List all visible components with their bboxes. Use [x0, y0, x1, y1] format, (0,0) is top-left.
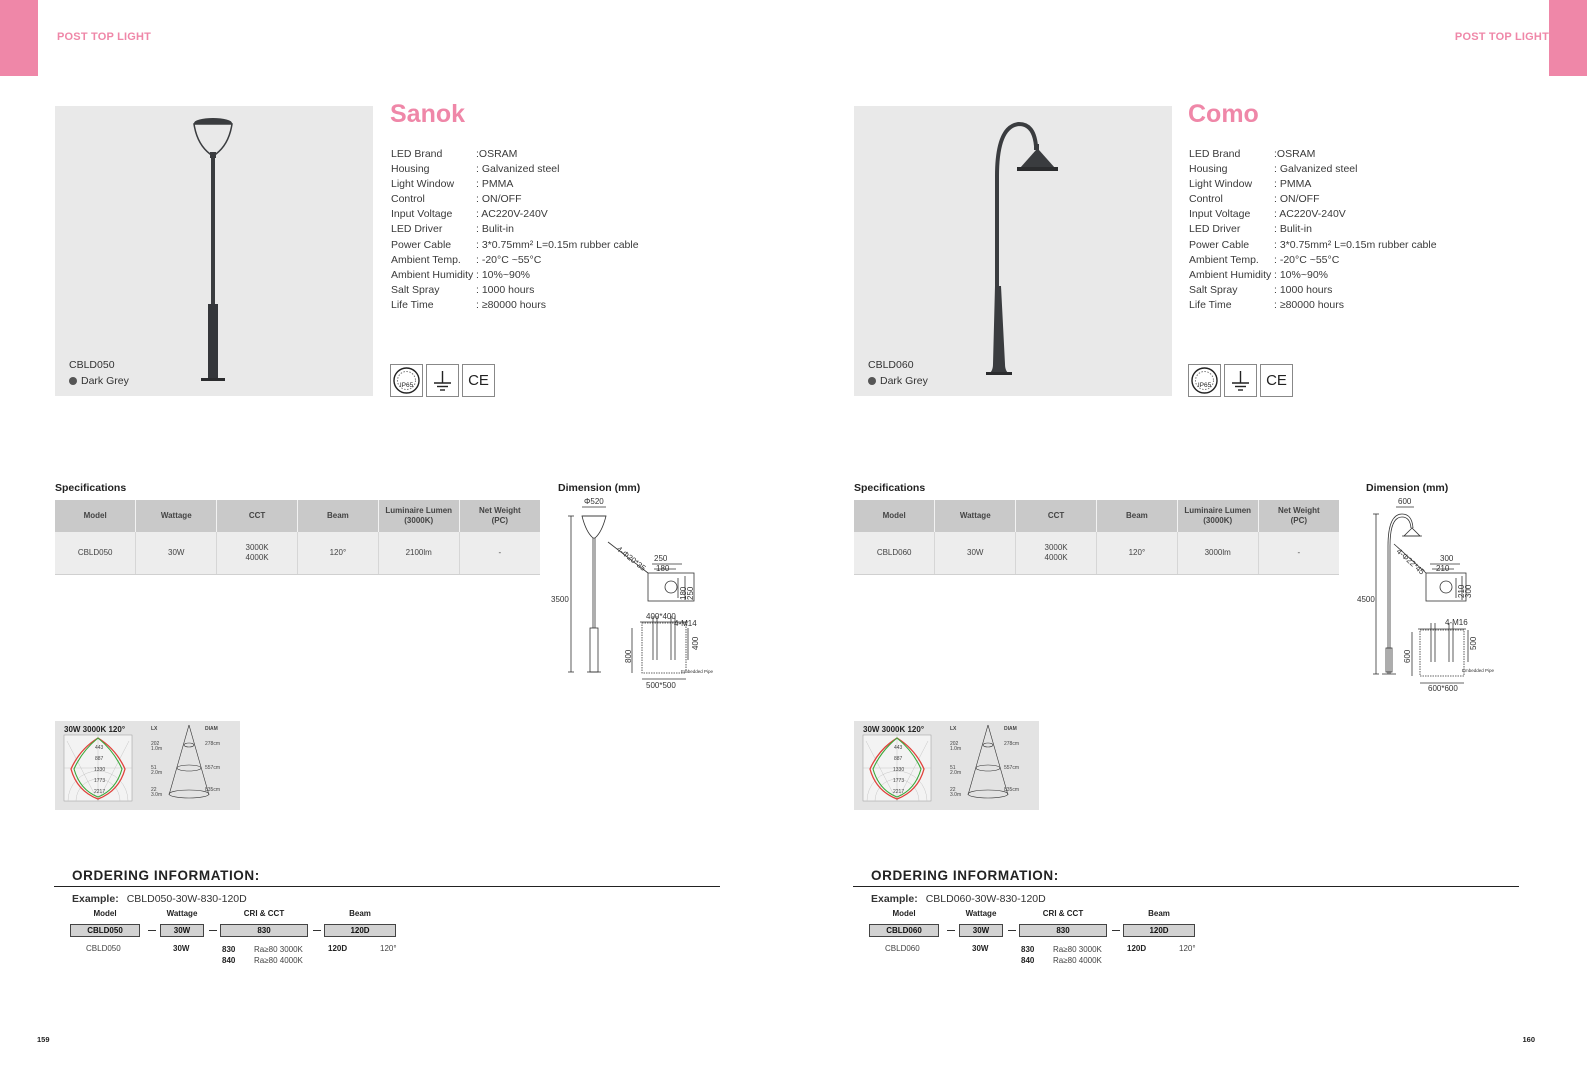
- spec-key: Ambient Temp.: [391, 253, 461, 266]
- spec-key: Light Window: [391, 178, 455, 191]
- dimension-drawing: [550, 498, 730, 698]
- specifications-title: Specifications: [854, 482, 926, 494]
- specifications-title: Specifications: [55, 482, 127, 494]
- spec-value: : Bulit-in: [476, 223, 514, 236]
- table-header: Luminaire Lumen (3000K): [378, 500, 459, 532]
- section-label: POST TOP LIGHT: [1454, 31, 1549, 43]
- example-label: Example:: [72, 893, 119, 905]
- table-cell: 3000K 4000K: [217, 532, 298, 574]
- dim-label-base-top: 400*400: [646, 612, 676, 621]
- order-header-model: Model: [892, 909, 916, 918]
- spec-value: :OSRAM: [1274, 148, 1316, 160]
- table-row: [854, 532, 1339, 574]
- spec-row: [1189, 268, 1437, 283]
- ip65-label: IP65: [1197, 382, 1212, 389]
- order-header-model: Model: [93, 909, 117, 918]
- lx-header: LX: [151, 726, 158, 732]
- table-header: Luminaire Lumen (3000K): [1177, 500, 1258, 532]
- order-value-cri-code: 830: [1021, 945, 1035, 954]
- polar-value: 1773: [94, 778, 106, 784]
- order-header-cri: CRI & CCT: [1042, 909, 1084, 918]
- diam-value: 557cm: [205, 765, 221, 771]
- photometric-panel: [854, 721, 1039, 810]
- polar-value: 1773: [893, 778, 905, 784]
- order-header-beam: Beam: [349, 909, 371, 918]
- dim-label-bolt-length: 500: [1469, 636, 1478, 650]
- spec-key: LED Brand: [391, 148, 443, 160]
- table-cell: 3000lm: [1177, 532, 1258, 574]
- spec-value: : 1000 hours: [1274, 283, 1333, 296]
- spec-row: [391, 283, 639, 298]
- photometric-diagram: [854, 721, 1039, 810]
- dim-label-plate-side-outer: 250: [686, 586, 695, 600]
- order-box-beam: 120D: [324, 924, 396, 937]
- diam-value: 278cm: [205, 741, 221, 747]
- order-box-cri: 830: [1019, 924, 1107, 937]
- table-cell: 30W: [935, 532, 1016, 574]
- spec-value: : AC220V-240V: [1274, 208, 1346, 221]
- order-header-wattage: Wattage: [965, 909, 997, 918]
- spec-row: [391, 238, 639, 253]
- catalog-page-sanok: [0, 0, 793, 1077]
- polar-value: 1330: [94, 767, 106, 773]
- table-cell: 120°: [297, 532, 378, 574]
- color-label: Dark Grey: [81, 375, 129, 387]
- spec-row: [391, 147, 639, 162]
- distance-value: 1.0m: [151, 746, 163, 752]
- page-number: 160: [1522, 1035, 1535, 1044]
- ordering-grid: [70, 909, 410, 969]
- spec-row: [1189, 298, 1437, 313]
- certification-icons: [1188, 364, 1293, 397]
- spec-value: : ON/OFF: [476, 193, 522, 206]
- spec-row: [1189, 177, 1437, 192]
- spec-key: Ambient Humidity: [1189, 268, 1272, 281]
- dim-label-plate-outer: 250: [654, 554, 668, 563]
- table-cell: -: [1258, 532, 1339, 574]
- lx-value: 202: [950, 741, 959, 747]
- dim-label-plate-outer: 300: [1440, 554, 1454, 563]
- specifications-table: [854, 500, 1339, 575]
- spec-key: Ambient Humidity: [391, 268, 474, 281]
- product-photo: [55, 106, 373, 396]
- table-cell: -: [459, 532, 540, 574]
- ce-mark-icon: CE: [1260, 364, 1293, 397]
- polar-value: 887: [894, 756, 903, 762]
- dim-label-arm: 4-Φ22*45: [1394, 546, 1427, 577]
- dimension-title: Dimension (mm): [1366, 482, 1449, 494]
- catalog-page-como: [794, 0, 1587, 1077]
- spec-key: Housing: [1189, 163, 1228, 176]
- product-photo: [854, 106, 1172, 396]
- spec-key: Life Time: [391, 298, 434, 311]
- spec-key: Control: [1189, 193, 1223, 206]
- spec-value: : Bulit-in: [1274, 223, 1312, 236]
- post-profile-drawing: [1373, 507, 1468, 683]
- spec-value: : Galvanized steel: [1274, 163, 1358, 176]
- table-cell: 3000K 4000K: [1016, 532, 1097, 574]
- lx-value: 202: [151, 741, 160, 747]
- dimension-title: Dimension (mm): [558, 482, 641, 494]
- polar-value: 443: [894, 745, 903, 751]
- table-cell: 2100lm: [378, 532, 459, 574]
- spec-key: Power Cable: [1189, 238, 1250, 251]
- spec-key: Salt Spray: [1189, 283, 1238, 296]
- spec-key: Salt Spray: [391, 283, 440, 296]
- post-top-light-icon: [854, 106, 1172, 396]
- spec-value: : Galvanized steel: [476, 163, 560, 176]
- table-header-row: [854, 500, 1339, 532]
- spec-value: : ≥80000 hours: [1274, 298, 1344, 311]
- order-separator: [947, 930, 955, 931]
- spec-row: [391, 177, 639, 192]
- table-cell: CBLD050: [55, 532, 136, 574]
- spec-value: : 10%~90%: [476, 268, 530, 281]
- table-header: Beam: [297, 500, 378, 532]
- dim-label-base-bottom: 600*600: [1428, 684, 1458, 693]
- spec-key: LED Driver: [391, 223, 443, 236]
- ip65-icon: [1188, 364, 1221, 397]
- product-color: [69, 375, 129, 387]
- ordering-example: [871, 893, 1046, 905]
- table-header: Beam: [1096, 500, 1177, 532]
- ordering-divider: [54, 886, 720, 887]
- spec-key: Power Cable: [391, 238, 452, 251]
- spec-value: : 3*0.75mm² L=0.15m rubber cable: [476, 238, 639, 251]
- order-value-wattage: 30W: [173, 944, 190, 953]
- ip65-icon: [390, 364, 423, 397]
- order-value-beam-desc: 120°: [380, 944, 397, 953]
- photometric-panel: [55, 721, 240, 810]
- section-label: POST TOP LIGHT: [57, 31, 152, 43]
- photometric-label: 30W 3000K 120°: [863, 725, 925, 734]
- section-tab: [1549, 0, 1587, 76]
- color-swatch: [69, 377, 77, 385]
- dim-label-depth: 600: [1403, 649, 1412, 663]
- spec-row: [1189, 207, 1437, 222]
- order-box-wattage: 30W: [160, 924, 204, 937]
- spec-value: : -20°C ~55°C: [476, 253, 542, 266]
- order-value-cri-desc: Ra≥80 4000K: [254, 956, 303, 965]
- table-header: Wattage: [935, 500, 1016, 532]
- spec-row: [391, 268, 639, 283]
- order-value-cri-desc: Ra≥80 3000K: [254, 945, 303, 954]
- order-separator: [1008, 930, 1016, 931]
- dim-label-plate-side-inner: 210: [1457, 584, 1466, 598]
- distance-value: 1.0m: [950, 746, 962, 752]
- spec-key: Ambient Temp.: [1189, 253, 1259, 266]
- dim-label-arm: 4-Φ20*35: [614, 544, 648, 573]
- photometric-diagram: [55, 721, 240, 810]
- order-value-cri-desc: Ra≥80 4000K: [1053, 956, 1102, 965]
- dim-label-pipe: Embedded Pipe: [681, 669, 714, 674]
- product-name: Como: [1188, 100, 1259, 128]
- spec-value: : ON/OFF: [1274, 193, 1320, 206]
- ordering-title: ORDERING INFORMATION:: [72, 868, 260, 883]
- spec-value: : AC220V-240V: [476, 208, 548, 221]
- spec-key: LED Brand: [1189, 148, 1241, 160]
- distance-value: 3.0m: [950, 792, 962, 798]
- spec-row: [1189, 253, 1437, 268]
- order-separator: [148, 930, 156, 931]
- spec-key: LED Driver: [1189, 223, 1241, 236]
- spec-key: Input Voltage: [391, 208, 453, 221]
- diam-value: 835cm: [205, 787, 221, 793]
- table-header: Model: [854, 500, 935, 532]
- order-value-cri-code: 830: [222, 945, 236, 954]
- lx-value: 22: [950, 787, 956, 793]
- diam-value: 557cm: [1004, 765, 1020, 771]
- product-model: CBLD060: [868, 359, 914, 371]
- dim-label-pipe: Embedded Pipe: [1462, 668, 1495, 673]
- color-label: Dark Grey: [880, 375, 928, 387]
- dim-label-bolts: 4-M14: [674, 619, 697, 628]
- ce-mark-icon: CE: [462, 364, 495, 397]
- product-model: CBLD050: [69, 359, 115, 371]
- diam-header: DIAM: [205, 726, 218, 732]
- order-value-wattage: 30W: [972, 944, 989, 953]
- diam-header: DIAM: [1004, 726, 1017, 732]
- spec-row: [1189, 222, 1437, 237]
- spec-row: [391, 192, 639, 207]
- spec-value: : ≥80000 hours: [476, 298, 546, 311]
- order-separator: [209, 930, 217, 931]
- table-cell: CBLD060: [854, 532, 935, 574]
- table-header: Model: [55, 500, 136, 532]
- spec-key: Housing: [391, 163, 430, 176]
- table-header: CCT: [1016, 500, 1097, 532]
- spec-value: : 3*0.75mm² L=0.15m rubber cable: [1274, 238, 1437, 251]
- order-box-model: CBLD060: [869, 924, 939, 937]
- spec-row: [1189, 192, 1437, 207]
- spec-value: : -20°C ~55°C: [1274, 253, 1340, 266]
- ground-icon: [1224, 364, 1257, 397]
- order-box-beam: 120D: [1123, 924, 1195, 937]
- spec-row: [391, 207, 639, 222]
- example-value: CBLD060-30W-830-120D: [925, 893, 1046, 905]
- diam-value: 278cm: [1004, 741, 1020, 747]
- color-swatch: [868, 377, 876, 385]
- page-number: 159: [37, 1035, 50, 1044]
- table-row: [55, 532, 540, 574]
- table-cell: 120°: [1096, 532, 1177, 574]
- table-cell: 30W: [136, 532, 217, 574]
- order-header-cri: CRI & CCT: [243, 909, 285, 918]
- dim-label-plate-side-inner: 180: [679, 586, 688, 600]
- spec-row: [1189, 162, 1437, 177]
- polar-value: 1330: [893, 767, 905, 773]
- product-color: [868, 375, 928, 387]
- spec-key: Control: [391, 193, 425, 206]
- spec-value: : PMMA: [476, 178, 514, 191]
- polar-value: 443: [95, 745, 104, 751]
- spec-key: Light Window: [1189, 178, 1253, 191]
- spec-row: [391, 162, 639, 177]
- spec-row: [391, 298, 639, 313]
- example-label: Example:: [871, 893, 918, 905]
- spec-value: :OSRAM: [476, 148, 518, 160]
- dimension-drawing: [1356, 498, 1536, 698]
- section-tab: [0, 0, 38, 76]
- dim-label-height: 4500: [1357, 595, 1375, 604]
- spec-row: [1189, 283, 1437, 298]
- table-header-row: [55, 500, 540, 532]
- spec-key: Input Voltage: [1189, 208, 1251, 221]
- ordering-grid: [869, 909, 1209, 969]
- order-box-wattage: 30W: [959, 924, 1003, 937]
- order-value-beam-code: 120D: [1127, 944, 1147, 953]
- ip65-label: IP65: [399, 382, 414, 389]
- ordering-title: ORDERING INFORMATION:: [871, 868, 1059, 883]
- distance-value: 3.0m: [151, 792, 163, 798]
- order-value-cri-code: 840: [1021, 956, 1035, 965]
- specifications-table: [55, 500, 540, 575]
- lx-value: 22: [151, 787, 157, 793]
- polar-value: 887: [95, 756, 104, 762]
- lx-value: 51: [151, 765, 157, 771]
- order-value-beam-desc: 120°: [1179, 944, 1196, 953]
- order-box-cri: 830: [220, 924, 308, 937]
- spec-value: : 1000 hours: [476, 283, 535, 296]
- dim-label-plate-inner: 210: [1436, 564, 1450, 573]
- diam-value: 835cm: [1004, 787, 1020, 793]
- order-value-beam-code: 120D: [328, 944, 348, 953]
- spec-row: [1189, 147, 1437, 162]
- product-spec-list: [391, 147, 639, 313]
- post-top-light-icon: [55, 106, 373, 396]
- dim-label-height: 3500: [551, 595, 569, 604]
- spec-row: [1189, 238, 1437, 253]
- dim-label-head: Φ520: [584, 498, 604, 506]
- dim-label-plate-side-outer: 300: [1464, 584, 1473, 598]
- dim-label-plate-inner: 180: [656, 564, 670, 573]
- spec-key: Life Time: [1189, 298, 1232, 311]
- order-box-model: CBLD050: [70, 924, 140, 937]
- spec-value: : PMMA: [1274, 178, 1312, 191]
- table-header: Wattage: [136, 500, 217, 532]
- spec-value: : 10%~90%: [1274, 268, 1328, 281]
- ordering-divider: [853, 886, 1519, 887]
- distance-value: 2.0m: [151, 770, 163, 776]
- polar-value: 2217: [94, 789, 106, 795]
- spec-row: [391, 222, 639, 237]
- dim-label-bolts: 4-M16: [1445, 618, 1468, 627]
- order-header-beam: Beam: [1148, 909, 1170, 918]
- spec-row: [391, 253, 639, 268]
- order-separator: [313, 930, 321, 931]
- dim-label-depth: 800: [624, 649, 633, 663]
- order-value-model: CBLD060: [885, 944, 920, 953]
- order-value-cri-code: 840: [222, 956, 236, 965]
- order-separator: [1112, 930, 1120, 931]
- polar-value: 2217: [893, 789, 905, 795]
- dim-label-head: 600: [1398, 498, 1412, 506]
- ground-icon: [426, 364, 459, 397]
- example-value: CBLD050-30W-830-120D: [126, 893, 247, 905]
- table-header: Net Weight (PC): [459, 500, 540, 532]
- dim-label-base-bottom: 500*500: [646, 681, 676, 690]
- dim-label-bolt-length: 400: [691, 636, 700, 650]
- product-name: Sanok: [390, 100, 466, 128]
- order-value-cri-desc: Ra≥80 3000K: [1053, 945, 1102, 954]
- table-header: Net Weight (PC): [1258, 500, 1339, 532]
- photometric-label: 30W 3000K 120°: [64, 725, 126, 734]
- distance-value: 2.0m: [950, 770, 962, 776]
- order-header-wattage: Wattage: [166, 909, 198, 918]
- product-spec-list: [1189, 147, 1437, 313]
- lx-header: LX: [950, 726, 957, 732]
- ordering-example: [72, 893, 247, 905]
- order-value-model: CBLD050: [86, 944, 121, 953]
- certification-icons: [390, 364, 495, 397]
- lx-value: 51: [950, 765, 956, 771]
- table-header: CCT: [217, 500, 298, 532]
